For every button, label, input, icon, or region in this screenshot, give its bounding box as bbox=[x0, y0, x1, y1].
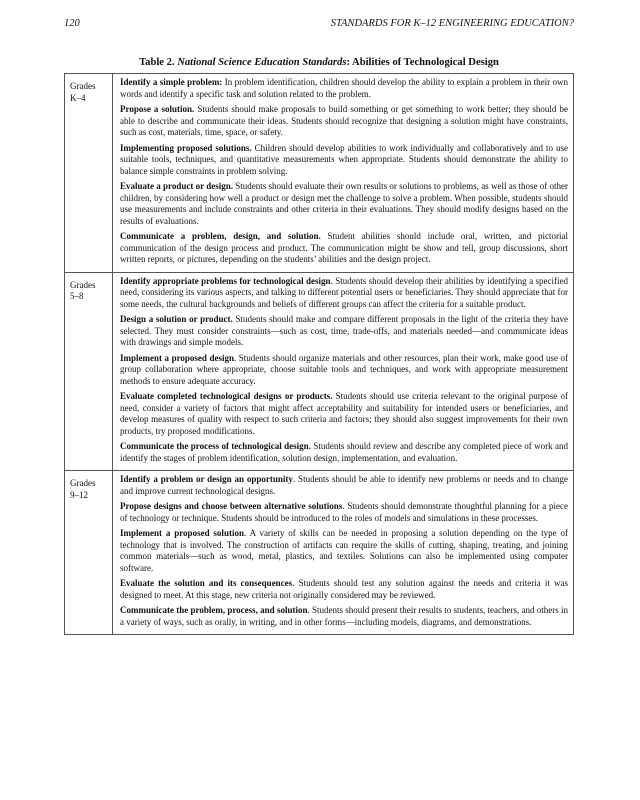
content-cell bbox=[113, 74, 573, 272]
content-cell bbox=[113, 273, 573, 471]
ability-title: Implement a proposed design bbox=[120, 352, 234, 363]
grade-label: Grades bbox=[70, 478, 96, 488]
running-title: STANDARDS FOR K–12 ENGINEERING EDUCATION? bbox=[330, 18, 574, 29]
ability-title: Evaluate the solution and its consequences bbox=[120, 578, 293, 588]
table-caption bbox=[64, 57, 574, 68]
grade-range: 5–8 bbox=[70, 291, 84, 301]
ability-title: Identify appropriate problems for technological design bbox=[120, 275, 331, 286]
grade-cell bbox=[65, 273, 113, 471]
ability-item bbox=[120, 353, 568, 388]
ability-title: Evaluate a product or design. bbox=[120, 181, 234, 191]
ability-item bbox=[120, 578, 568, 601]
ability-text: Children should develop abilities to work individually and collaboratively and to use suitable tools, techniques, and quantitative measurements when appropriate. Students should demonstrate the ability to balance simple constraints in problem solving. bbox=[120, 142, 568, 176]
standards-table bbox=[64, 73, 574, 635]
ability-item bbox=[120, 441, 568, 464]
ability-item bbox=[120, 77, 568, 100]
ability-text: Students should make proposals to build something or get something to work better; they should be able to describe and communicate their ideas. Students should recognize that designing a solution might have constraints, such as cost, materials, time, space, or safety. bbox=[120, 104, 569, 137]
ability-title: Implement a proposed solution bbox=[120, 528, 244, 538]
ability-title: Communicate the process of technological design. bbox=[120, 441, 311, 451]
ability-title: Identify a simple problem: bbox=[120, 77, 223, 87]
ability-text: Students should make and compare different proposals in the light of the criteria they have selected. They must consider constraints—such as cost, time, trade-offs, and materials needed—and communicate ideas with drawings and simple models. bbox=[120, 314, 569, 347]
table-row-grades-k-4 bbox=[65, 74, 573, 272]
caption-italic: National Science Education Standards bbox=[177, 57, 347, 68]
ability-item bbox=[120, 276, 568, 311]
ability-title: Communicate the problem, process, and solution bbox=[120, 605, 308, 615]
grade-cell bbox=[65, 74, 113, 272]
ability-text: . Students should test any solution against the needs and criteria it was designed to meet. At this stage, new criteria not originally considered may be reviewed. bbox=[120, 578, 568, 600]
table-row-grades-5-8 bbox=[65, 272, 573, 471]
ability-title: Propose designs and choose between alternative solutions bbox=[120, 501, 343, 511]
ability-text: . Students should demonstrate thoughtful planning for a piece of technology or technique. Students should be introduced to the roles of models and simulations in these processes. bbox=[120, 501, 569, 523]
ability-text: . Students should present their results to students, teachers, and others in a variety of ways, such as orally, in writing, and in other forms—including models, diagrams, and demonstrations. bbox=[120, 605, 568, 627]
ability-text: Students should evaluate their own results or solutions to problems, as well as those of other children, by considering how well a product or design met the challenge to solve a problem. When possible, students should use measurements and include constraints and other criteria in their evaluations. They should modify designs based on the results of evaluations. bbox=[120, 181, 569, 226]
table-row-grades-9-12 bbox=[65, 470, 573, 634]
ability-item bbox=[120, 314, 568, 349]
ability-title: Design a solution or product. bbox=[120, 314, 233, 324]
ability-text: . Students should develop their abilities by identifying a specified need, considering its various aspects, and talking to different potential users or beneficiaries. They should appreciate that for some needs, the cultural backgrounds and beliefs of different groups can affect the criteria for a suitable product. bbox=[120, 275, 568, 309]
ability-title: Implementing proposed solutions. bbox=[120, 142, 252, 153]
ability-item bbox=[120, 104, 568, 139]
ability-text: . Students should organize materials and other resources, plan their work, make good use of group collaboration where appropriate, choose suitable tools and techniques, and work with appropriate measurement methods to ensure adequate accuracy. bbox=[120, 352, 568, 386]
content-cell bbox=[113, 471, 573, 634]
ability-title: Communicate a problem, design, and solution. bbox=[120, 231, 321, 241]
ability-text: In problem identification, children should develop the ability to explain a problem in their own words and identify a specific task and solution related to the problem. bbox=[120, 77, 568, 99]
ability-item bbox=[120, 391, 568, 437]
ability-title: Evaluate completed technological designs or products. bbox=[120, 391, 333, 401]
grade-label: Grades bbox=[70, 81, 96, 91]
grade-range: K–4 bbox=[70, 92, 86, 103]
ability-item bbox=[120, 528, 568, 574]
caption-prefix: Table 2. bbox=[139, 57, 178, 68]
ability-item bbox=[120, 474, 568, 497]
ability-text: . A variety of skills can be needed in proposing a solution depending on the type of technology that is involved. The construction of artifacts can require the skills of cutting, shaping, treating, and joining common materials—such as wood, metal, plastics, and textiles. Solutions can also be implemented using computer software. bbox=[120, 528, 568, 573]
ability-text: Students should review and describe any completed piece of work and identify the stages of problem identification, solution design, implementation, and evaluation. bbox=[120, 441, 568, 463]
caption-suffix: : Abilities of Technological Design bbox=[346, 57, 499, 68]
ability-title: Propose a solution. bbox=[120, 104, 195, 114]
ability-item bbox=[120, 143, 568, 178]
ability-item bbox=[120, 501, 568, 524]
grade-label: Grades bbox=[70, 279, 96, 290]
ability-title: Identify a problem or design an opportunity bbox=[120, 474, 293, 484]
ability-item bbox=[120, 181, 568, 227]
page-number: 120 bbox=[64, 18, 80, 29]
ability-item bbox=[120, 231, 568, 266]
grade-range: 9–12 bbox=[70, 489, 88, 500]
running-header bbox=[64, 18, 574, 32]
grade-cell bbox=[65, 471, 113, 634]
ability-text: . Students should be able to identify new problems or needs and to change and improve current technological designs. bbox=[120, 474, 568, 496]
ability-text: Students should use criteria relevant to the original purpose of need, consider a variety of factors that might affect acceptability and suitability for intended users or beneficiaries, and develop measures of quality with respect to such criteria and factors; they should also suggest improvements for their own products, try proposed modifications. bbox=[120, 391, 568, 436]
ability-text: Student abilities should include oral, written, and pictorial communication of the design process and product. The communication might be show and tell, group discussions, short written reports, or pictures, depending on the students’ abilities and the design project. bbox=[120, 231, 568, 264]
ability-item bbox=[120, 605, 568, 628]
